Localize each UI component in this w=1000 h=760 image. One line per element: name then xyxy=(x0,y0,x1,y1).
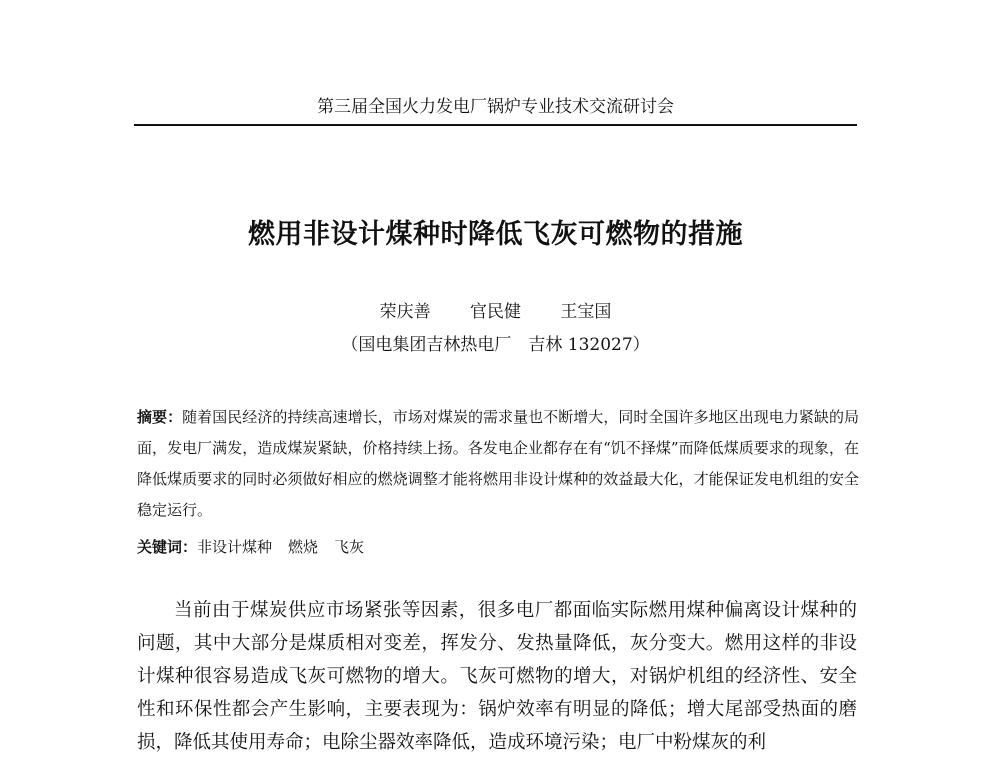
affiliation: （国电集团吉林热电厂 吉林 132027） xyxy=(341,335,650,355)
author-3: 王宝国 xyxy=(560,302,612,322)
keyword-2: 燃烧 xyxy=(288,538,319,556)
abstract-label: 摘要： xyxy=(137,408,183,426)
author-list xyxy=(134,301,857,323)
author-1: 荣庆善 xyxy=(379,302,431,322)
header-rule xyxy=(134,124,857,126)
author-2: 官民健 xyxy=(470,302,521,322)
paper-title: 燃用非设计煤种时降低飞灰可燃物的措施 xyxy=(248,219,743,250)
keyword-1: 非设计煤种 xyxy=(197,538,273,556)
abstract-text: 随着国民经济的持续高速增长，市场对煤炭的需求量也不断增大，同时全国许多地区出现电力紧缺的局面，发电厂满发，造成煤炭紧缺，价格持续上扬。各发电企业都存在有“饥不择煤”而降低煤质要求的现象，在降低煤质要求的同时必须做好相应的燃烧调整才能将燃用非设计煤种的效益最大化，才能保证发电机组的安全稳定运行。 xyxy=(137,408,859,519)
abstract xyxy=(137,402,859,526)
running-header: 第三届全国火力发电厂锅炉专业技术交流研讨会 xyxy=(317,97,674,117)
keywords-label: 关键词： xyxy=(137,538,198,556)
keywords xyxy=(137,535,859,559)
body-paragraph: 当前由于煤炭供应市场紧张等因素，很多电厂都面临实际燃用煤种偏离设计煤种的问题，其中大部分是煤质相对变差，挥发分、发热量降低，灰分变大。燃用这样的非设计煤种很容易造成飞灰可燃物的增大。飞灰可燃物的增大，对锅炉机组的经济性、安全性和环保性都会产生影响，主要表现为：锅炉效率有明显的降低；增大尾部受热面的磨损，降低其使用寿命；电除尘器效率降低，造成环境污染；电厂中粉煤灰的利 xyxy=(137,600,857,753)
keyword-3: 飞灰 xyxy=(334,538,365,556)
